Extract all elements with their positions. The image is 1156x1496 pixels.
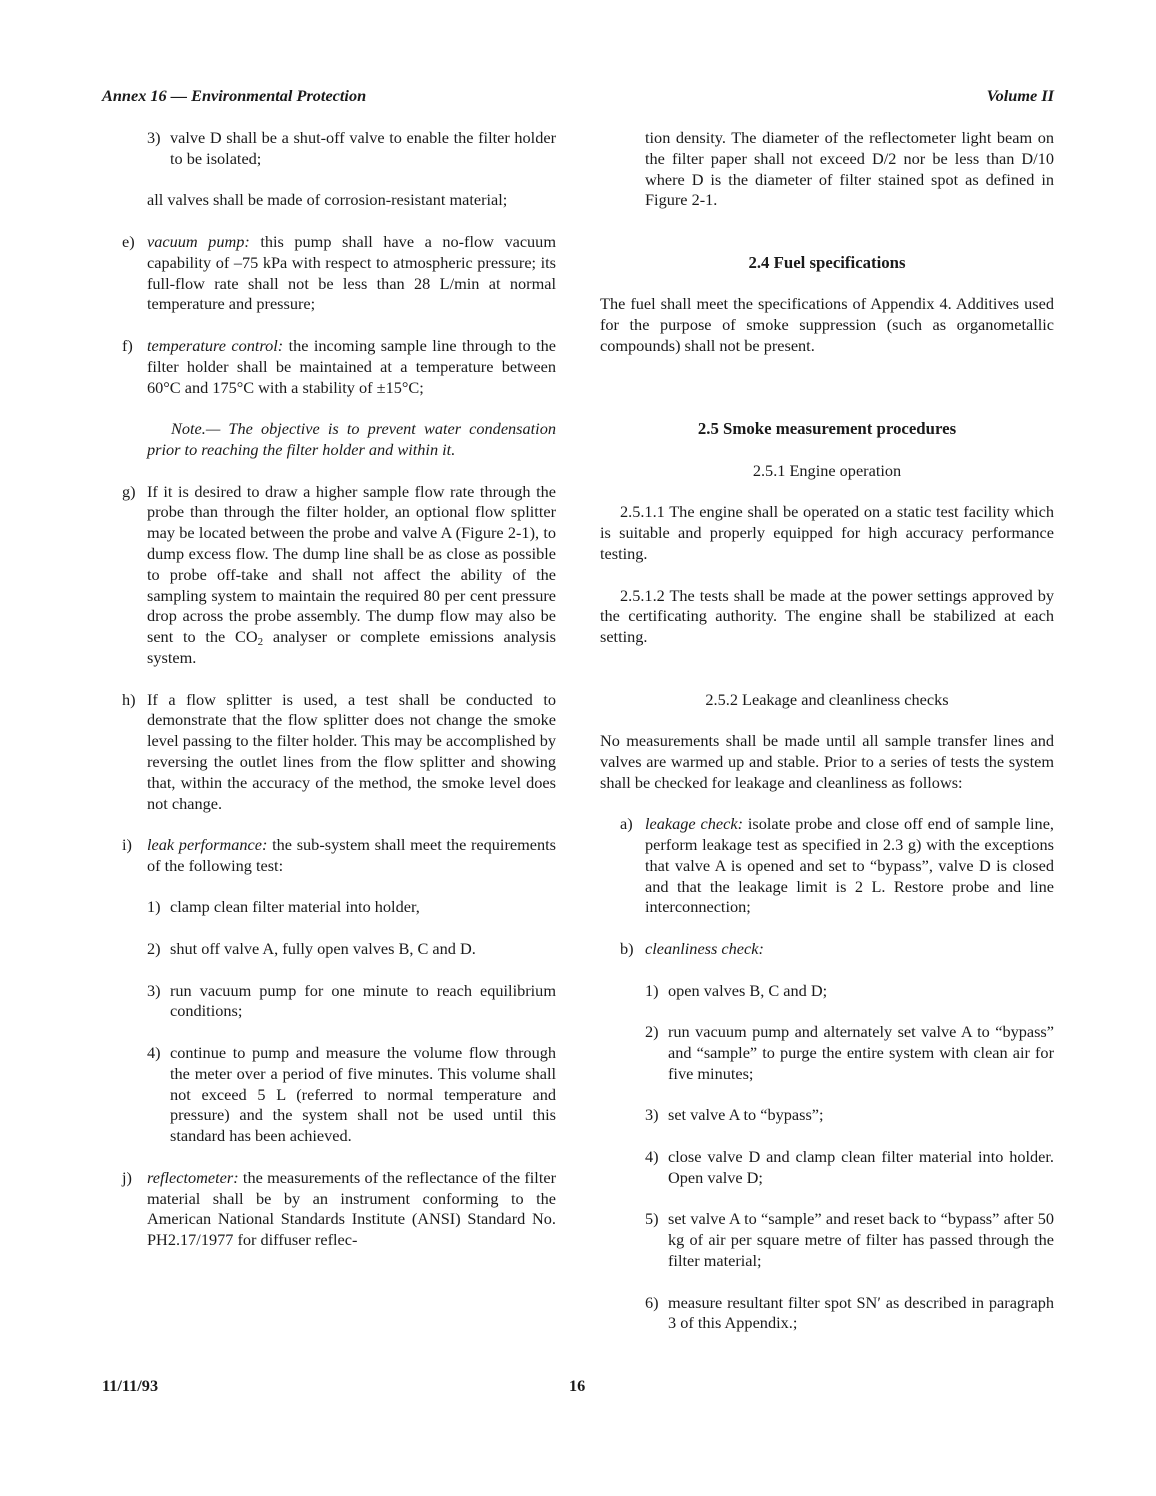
spacer [600, 232, 1054, 253]
page-number: 16 [569, 1376, 586, 1395]
list-item-f [102, 336, 556, 398]
item-label: b) [620, 939, 634, 959]
item-body [147, 336, 556, 398]
item-text: run vacuum pump and alternately set valve A to “bypass” and “sample” to purge the entire system with clean air for five minutes; [668, 1022, 1054, 1083]
left-column [102, 128, 556, 1272]
list-item-j [102, 1168, 556, 1251]
item-label: 2) [645, 1022, 659, 1042]
subsection-heading-2-5-2: 2.5.2 Leakage and cleanliness checks [705, 689, 949, 709]
item-text: close valve D and clamp clean filter material into holder. Open valve D; [668, 1147, 1054, 1187]
item-label: h) [122, 689, 136, 709]
item-text: the sub-system shall meet the requirements of the following test: [147, 835, 556, 875]
item-text: set valve A to “sample” and reset back to “bypass” after 50 kg of air per square metre of filter has passed through the filter material; [668, 1209, 1054, 1271]
item-term: reflectometer: [147, 1167, 239, 1187]
list-item-b [600, 939, 1054, 960]
item-term: temperature control: [147, 335, 284, 355]
paragraph-2-5-2: No measurements shall be made until all sample transfer lines and valves are warmed up and stable. Prior to a series of tests the system shall be checked for leakage and cleanliness as follows: [600, 731, 1054, 792]
item-text: continue to pump and measure the volume flow through the meter over a period of five minutes. This volume shall not exceed 5 L (referred to normal temperature and pressure) and the system shall not be used until this standard has been achieved. [170, 1043, 556, 1146]
item-body [645, 814, 1054, 918]
list-item-b-step-5 [600, 1209, 1054, 1271]
item-text: run vacuum pump for one minute to reach equilibrium conditions; [170, 980, 556, 1021]
item-label: 6) [645, 1292, 659, 1312]
item-text: shut off valve A, fully open valves B, C and D. [170, 939, 476, 959]
item-term: leak performance: [147, 835, 268, 855]
item-body [147, 835, 556, 877]
item-text: measure resultant filter spot SN′ as described in paragraph 3 of this Appendix.; [668, 1292, 1054, 1333]
list-item-a [600, 814, 1054, 918]
item-text: If a flow splitter is used, a test shall be conducted to demonstrate that the flow splitter does not change the smoke level passing to the filter holder. This may be accomplished by reversing the outlet lines from the flow splitter and showing that, within the accuracy of the method, the smoke level does not change. [147, 689, 556, 813]
item-term: vacuum pump: [147, 231, 250, 251]
item-label: 1) [147, 897, 161, 917]
item-text: set valve A to “bypass”; [668, 1105, 824, 1125]
list-item-b-step-4 [600, 1147, 1054, 1189]
item-text: the measurements of the reflectance of the filter material shall be by an instrument conforming to the American National Standards Institute (ANSI) Standard No. PH2.17/1977 for diffuser reflec- [147, 1167, 556, 1250]
list-item-b-step-3 [600, 1105, 1054, 1126]
item-label: a) [620, 814, 633, 834]
item-label: 3) [147, 980, 161, 1000]
item-text: this pump shall have a no-flow vacuum capability of –75 kPa with respect to atmospheric pressure; its full-flow rate shall not be less than 28 L/min at normal temperature and pressure; [147, 231, 556, 314]
reflectometer-continuation: tion density. The diameter of the reflectometer light beam on the filter paper shall not exceed D/2 nor be less than D/10 where D is the diameter of filter stained spot as defined in Figure 2-1. [645, 128, 1054, 210]
item-text: isolate probe and close off end of sample line, perform leakage test as specified in 2.3 g) with the exceptions that valve A is opened and set to “bypass”, valve D is closed and that the leakage limit is 2 L. Restore probe and line interconnection; [645, 814, 1054, 917]
item-body [147, 482, 556, 669]
list-item-h [102, 690, 556, 815]
subscript: 2 [257, 636, 264, 649]
spacer [600, 398, 1054, 419]
list-item-i [102, 835, 556, 877]
item-label: e) [122, 231, 135, 251]
paragraph-2-5-1-2: 2.5.1.2 The tests shall be made at the power settings approved by the certificating authority. The engine shall be stabilized at each setting. [600, 585, 1054, 647]
list-item-i-step-1 [102, 897, 556, 918]
spacer [600, 378, 1054, 399]
item-label: 5) [645, 1209, 659, 1229]
item-body [645, 939, 1054, 960]
item-text: open valves B, C and D; [668, 980, 828, 1000]
subsection-heading-2-5-1: 2.5.1 Engine operation [752, 460, 902, 480]
item-text: valve D shall be a shut-off valve to enable the filter holder to be isolated; [170, 128, 556, 168]
list-item-g [102, 482, 556, 669]
item-body [147, 1168, 556, 1251]
list-item-b-step-6 [600, 1293, 1054, 1335]
note-paragraph: Note.— The objective is to prevent water condensation prior to reaching the filter holder and within it. [147, 419, 556, 459]
item-text: clamp clean filter material into holder, [170, 897, 420, 917]
running-header-volume: Volume II [986, 86, 1054, 105]
item-label: j) [122, 1167, 132, 1187]
section-heading-2-4: 2.4 Fuel specifications [748, 252, 906, 272]
valves-note: all valves shall be made of corrosion-resistant material; [147, 190, 508, 210]
list-item-d3 [102, 128, 556, 170]
item-label: 1) [645, 980, 659, 1000]
item-label: g) [122, 481, 136, 501]
list-item-i-step-2 [102, 939, 556, 960]
item-text-end: analyser or complete emissions analysis system. [147, 627, 556, 667]
item-label: 3) [147, 128, 161, 147]
running-header-title: Annex 16 — Environmental Protection [102, 86, 367, 105]
right-column [600, 128, 1054, 1355]
item-term: leakage check: [645, 814, 743, 834]
item-label: i) [122, 835, 132, 855]
item-label: f) [122, 335, 133, 355]
item-label: 4) [645, 1147, 659, 1167]
list-item-e [102, 232, 556, 315]
paragraph-2-5-1-1: 2.5.1.1 The engine shall be operated on a static test facility which is suitable and properly equipped for high accuracy performance testing. [600, 502, 1054, 563]
fuel-spec-paragraph: The fuel shall meet the specifications of Appendix 4. Additives used for the purpose of smoke suppression (such as organometallic compounds) shall not be present. [600, 294, 1054, 355]
list-item-b-step-2 [600, 1022, 1054, 1084]
list-item-i-step-4 [102, 1043, 556, 1147]
item-text: If it is desired to draw a higher sample flow rate through the probe than through the filter holder, an optional flow splitter may be located between the probe and valve A (Figure 2-1), to dump excess flow. The dump line shall be as close as possible to probe off-take and shall not affect the ability of the sampling system to maintain the required 80 per cent pressure drop across the probe assembly. The dump flow may also be sent to the CO [147, 481, 556, 647]
item-label: 2) [147, 939, 161, 959]
footer-date: 11/11/93 [102, 1376, 159, 1395]
item-body [147, 232, 556, 315]
item-term: cleanliness check: [645, 939, 764, 959]
spacer [600, 669, 1054, 690]
item-label: 4) [147, 1043, 161, 1063]
list-item-b-step-1 [600, 981, 1054, 1002]
section-heading-2-5: 2.5 Smoke measurement procedures [697, 419, 957, 439]
list-item-i-step-3 [102, 981, 556, 1023]
item-text: the incoming sample line through to the filter holder shall be maintained at a temperature between 60°C and 175°C with a stability of ±15°C; [147, 335, 556, 397]
item-label: 3) [645, 1105, 659, 1125]
